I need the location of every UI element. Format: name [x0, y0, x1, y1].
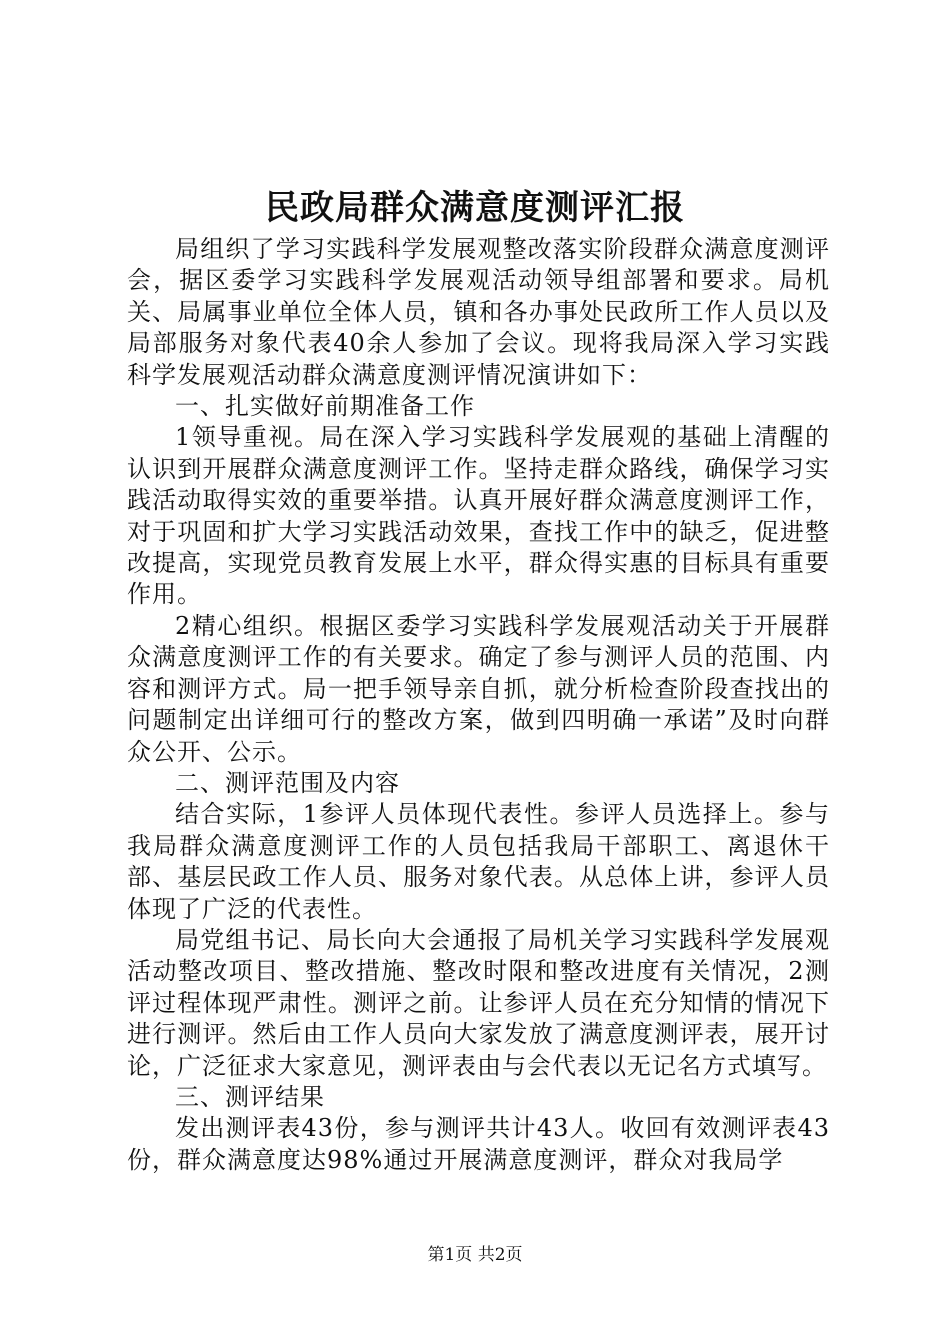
page-number-footer: 第1页 共2页	[427, 1245, 523, 1265]
paragraph-process: 局党组书记、局长向大会通报了局机关学习实践科学发展观活动整改项目、整改措施、整改时限和整改进度有关情况，2测评过程体现严肃性。测评之前。让参评人员在充分知情的情况下进行测评。然后由工作人员向大家发放了满意度测评表，展开讨论，广泛征求大家意见，测评表由与会代表以无记名方式填写。	[127, 925, 830, 1080]
paragraph-scope: 结合实际，1参评人员体现代表性。参评人员选择上。参与我局群众满意度测评工作的人员包括我局干部职工、离退休干部、基层民政工作人员、服务对象代表。从总体上讲，参评人员体现了广泛的代表性。	[127, 800, 830, 923]
paragraph-results: 发出测评表43份，参与测评共计43人。收回有效测评表43份，群众满意度达98%通过开展满意度测评，群众对我局学	[127, 1114, 830, 1174]
paragraph-organization: 2精心组织。根据区委学习实践科学发展观活动关于开展群众满意度测评工作的有关要求。确定了参与测评人员的范围、内容和测评方式。局一把手领导亲自抓，就分析检查阶段查找出的问题制定出详细可行的整改方案，做到四明确一承诺”及时向群众公开、公示。	[127, 611, 830, 766]
paragraph-leadership: 1领导重视。局在深入学习实践科学发展观的基础上清醒的认识到开展群众满意度测评工作。坚持走群众路线，确保学习实践活动取得实效的重要举措。认真开展好群众满意度测评工作，对于巩固和扩大学习实践活动效果，查找工作中的缺乏，促进整改提高，实现党员教育发展上水平，群众得实惠的目标具有重要作用。	[127, 423, 830, 609]
document-title: 民政局群众满意度测评汇报	[265, 188, 685, 228]
document-body	[127, 234, 830, 1176]
paragraph-intro: 局组织了学习实践科学发展观整改落实阶段群众满意度测评会，据区委学习实践科学发展观活动领导组部署和要求。局机关、局属事业单位全体人员，镇和各办事处民政所工作人员以及局部服务对象代表40余人参加了会议。现将我局深入学习实践科学发展观活动群众满意度测评情况演讲如下：	[127, 235, 830, 389]
section-heading-1: 一、扎实做好前期准备工作	[175, 392, 475, 421]
section-heading-2: 二、测评范围及内容	[175, 768, 400, 797]
section-heading-3: 三、测评结果	[175, 1082, 325, 1111]
